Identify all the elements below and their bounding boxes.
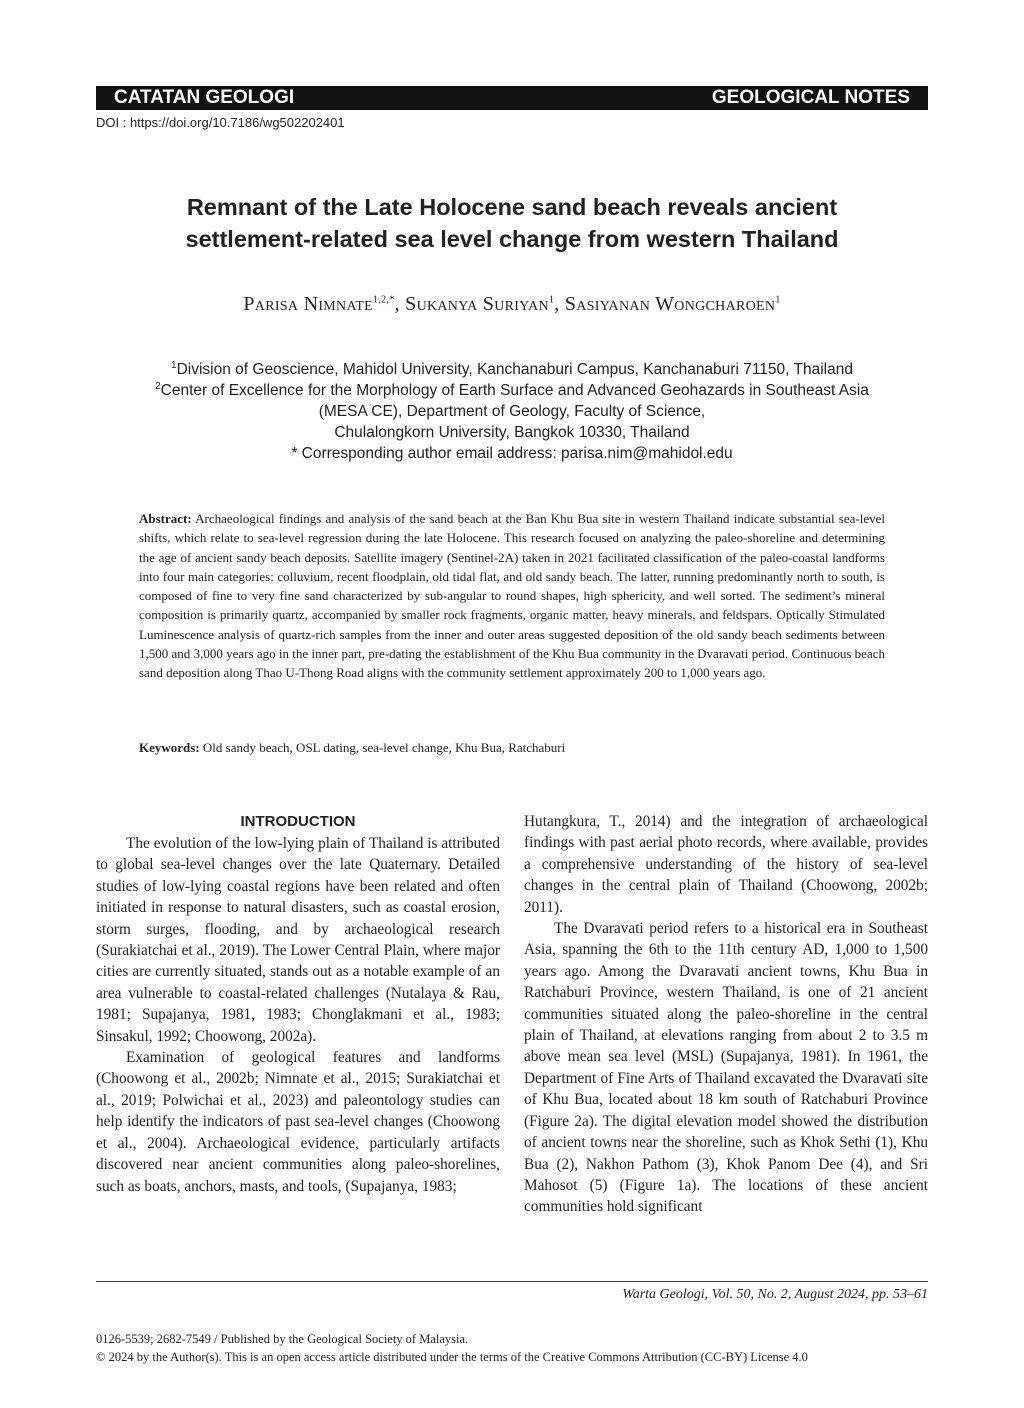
issn-line: 0126-5539; 2682-7549 / Published by the Geological Society of Malaysia. [96,1332,469,1346]
abstract-text: Archaeological findings and analysis of the sand beach at the Ban Khu Bua site in western Thailand indicate substantial sea-level shifts, which relate to sea-level regression during the late Holocene. This research focused on analyzing the paleo-shoreline and determining the age of ancient sandy beach deposits. Satellite imagery (Sentinel-2A) taken in 2021 facilitated classification of the paleo-coastal landforms into four main categories: colluvium, recent floodplain, old tidal flat, and old sandy beach. The latter, running predominantly north to south, is composed of fine to very fine sand characterized by sub-angular to round shapes, high sphericity, and well sorted. The sediment’s mineral composition is primarily quartz, accompanied by smaller rock fragments, organic matter, heavy minerals, and feldspars. Optically Stimulated Luminescence analysis of quartz-rich samples from the inner and outer areas suggested deposition of the old sandy beach sediments between 1,500 and 3,000 years ago in the inner part, pre-dating the establishment of the Khu Bua community in the Dvaravati period. Continuous beach sand deposition along Thao U-Thong Road aligns with the community settlement approximately 200 to 1,000 years ago. [139,511,885,681]
body-column-right [524,811,928,1218]
author-list [96,293,928,316]
title-line-2: settlement-related sea level change from western Thailand [185,226,839,252]
affiliation-1 [96,359,928,380]
body-paragraph: The Dvaravati period refers to a historical era in Southeast Asia, spanning the 6th to the 11th century AD, 1,000 to 1,500 years ago. Among the Dvaravati ancient towns, Khu Bua in Ratchaburi Province, western Thailand, is one of 21 ancient communities situated along the paleo-shoreline in the central plain of Thailand, at elevations ranging from about 2 to 3.5 m above mean sea level (MSL) (Supajanya, 1981). In 1961, the Department of Fine Arts of Thailand excavated the Dvaravati site of Khu Bua, located about 18 km south of Ratchaburi Province (Figure 2a). The digital elevation model showed the distribution of ancient towns near the shoreline, such as Khok Sethi (1), Khu Bua (2), Nakhon Pathom (3), Khok Panom Dee (4), and Sri Mahosot (5) (Figure 1a). The locations of these ancient communities hold significant [524,920,928,1216]
affiliation-2-sup: 2 [155,380,161,392]
footer [96,1330,928,1366]
title-line-1: Remnant of the Late Holocene sand beach reveals ancient [186,194,838,220]
header-right-label: GEOLOGICAL NOTES [711,87,910,108]
affiliation-2-line-2: (MESA CE), Department of Geology, Faculty of Science, [318,403,706,420]
header-left-label: CATATAN GEOLOGI [114,87,295,108]
abstract [139,509,885,683]
doi-link[interactable]: DOI : https://doi.org/10.7186/wg502202401 [96,115,345,130]
keywords-text: Old sandy beach, OSL dating, sea-level change, Khu Bua, Ratchaburi [199,740,566,755]
affiliation-2-line-3: Chulalongkorn University, Bangkok 10330, Thailand [334,424,690,441]
author-2-sup: 1 [548,294,555,306]
affiliation-2 [96,380,928,401]
affiliation-1-text: Division of Geoscience, Mahidol University, Kanchanaburi Campus, Kanchanaburi 71150, Thailand [176,361,853,378]
corresponding-author: * Corresponding author email address: parisa.nim@mahidol.edu [291,445,733,462]
body-paragraph: The evolution of the low-lying plain of Thailand is attributed to global sea-level changes over the late Quaternary. Detailed studies of low-lying coastal regions have been related and often initiated in response to natural disasters, such as coastal erosion, storm surges, flooding, and by archaeological research (Surakiatchai et al., 2019). The Lower Central Plain, where major cities are currently situated, stands out as a notable example of an area vulnerable to coastal-related challenges (Nutalaya & Rau, 1981; Supajanya, 1981, 1983; Chonglakmani et al., 1983; Sinsakul, 1992; Choowong, 2002a). [96,835,500,1045]
author-3-name: Sasiyanan Wongcharoen [564,293,776,315]
keywords [139,738,885,757]
paper-title [96,191,928,255]
body-column-left [96,811,500,1197]
license-line: © 2024 by the Author(s). This is an open access article distributed under the terms of the Creative Commons Attribution (CC-BY) License 4.0 [96,1350,808,1364]
author-1-name: Parisa Nimnate [243,293,374,315]
journal-reference: Warta Geologi, Vol. 50, No. 2, August 2024, pp. 53–61 [622,1287,928,1302]
keywords-label: Keywords: [139,740,200,755]
author-1-sup: 1,2,* [373,294,395,306]
affiliations [96,359,928,464]
body-paragraph: Examination of geological features and landforms (Choowong et al., 2002b; Nimnate et al., 2015; Surakiatchai et al., 2019; Polwichai et al., 2023) and paleontology studies can help identify the indicators of past sea-level changes (Choowong et al., 2004). Archaeological evidence, particularly artifacts discovered near ancient communities along paleo-shorelines, such as boats, anchors, masts, and tools, (Supajanya, 1983; [96,1049,500,1195]
footer-rule [96,1281,928,1282]
author-separator: , [394,293,406,315]
abstract-label: Abstract: [139,511,192,526]
section-heading-introduction: INTRODUCTION [240,813,356,830]
affiliation-2-text: Center of Excellence for the Morphology of Earth Surface and Advanced Geohazards in Southeast Asia [160,382,869,399]
body-paragraph: Hutangkura, T., 2014) and the integration of archaeological findings with past aerial photo records, where available, provides a comprehensive understanding of the history of sea-level changes in the central plain of Thailand (Choowong, 2002b; 2011). [524,813,928,916]
author-2-name: Sukanya Suriyan [405,293,549,315]
affiliation-1-sup: 1 [171,359,177,371]
author-separator: , [554,293,565,315]
header-band [96,86,928,110]
author-3-sup: 1 [775,294,781,306]
